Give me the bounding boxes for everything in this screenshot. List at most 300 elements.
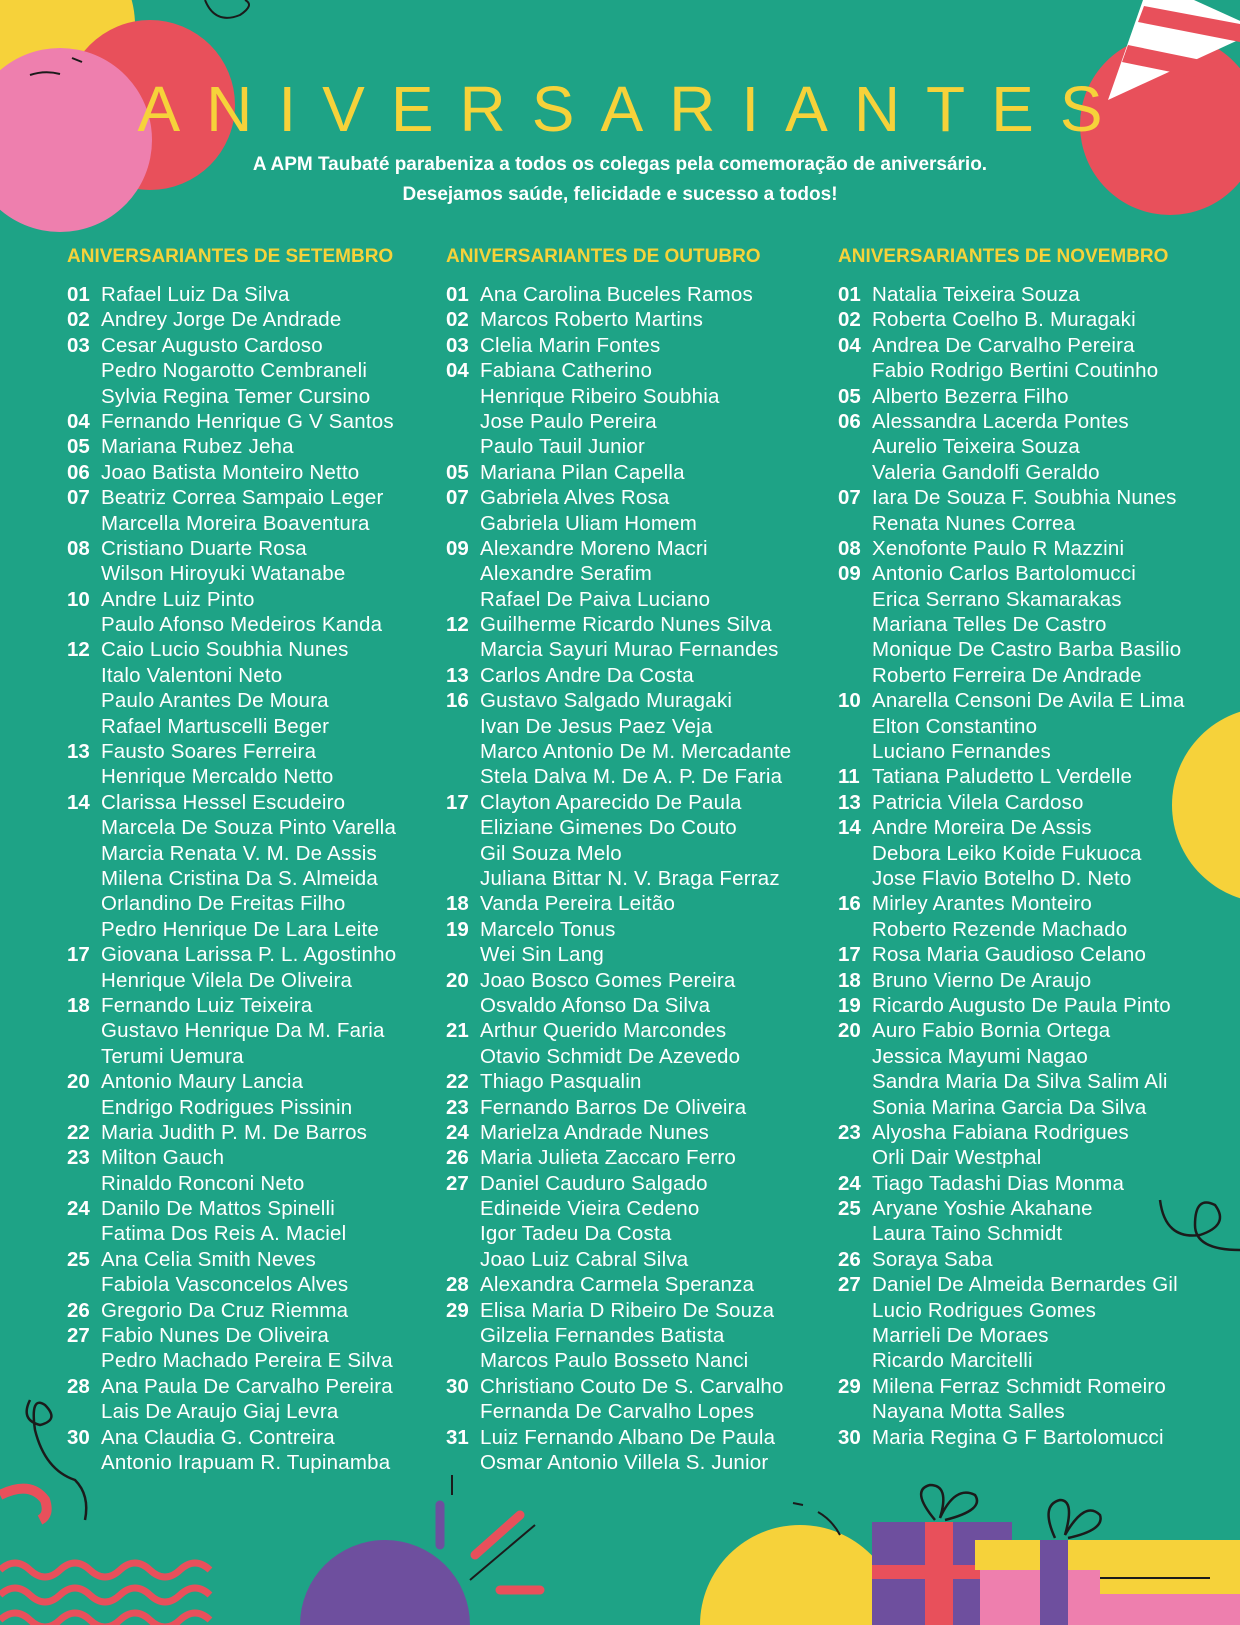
member-name: Xenofonte Paulo R Mazzini	[872, 536, 1125, 560]
list-item	[838, 663, 1185, 688]
member-name: Fatima Dos Reis A. Maciel	[101, 1222, 347, 1246]
member-name: Clayton Aparecido De Paula	[480, 790, 742, 814]
list-item	[67, 460, 396, 485]
list-item	[446, 942, 791, 967]
list-item	[446, 358, 791, 383]
member-name: Nayana Motta Salles	[872, 1400, 1065, 1424]
member-name: Renata Nunes Correa	[872, 511, 1076, 535]
day-number	[838, 1323, 872, 1348]
day-number: 16	[446, 689, 469, 713]
day-number	[838, 460, 872, 485]
day-number: 08	[67, 536, 90, 560]
list-item	[446, 688, 791, 713]
member-name: Marielza Andrade Nunes	[480, 1120, 709, 1144]
member-name: Ana Carolina Buceles Ramos	[480, 283, 753, 306]
gift-lid-yellow	[975, 1540, 1240, 1570]
list-item	[446, 1196, 791, 1221]
list-item	[67, 1323, 396, 1348]
day-number: 22	[446, 1070, 469, 1094]
day-number: 14	[67, 790, 90, 814]
member-name: Gustavo Salgado Muragaki	[480, 689, 733, 713]
list-item	[446, 460, 791, 485]
member-name: Erica Serrano Skamarakas	[872, 587, 1122, 611]
list-item	[838, 790, 1185, 815]
day-number: 23	[838, 1120, 861, 1144]
member-name: Marcos Roberto Martins	[480, 308, 704, 332]
list-item	[838, 511, 1185, 536]
member-name: Auro Fabio Bornia Ortega	[872, 1019, 1111, 1043]
member-name: Alessandra Lacerda Pontes	[872, 409, 1129, 433]
day-number	[67, 358, 101, 383]
member-name: Joao Luiz Cabral Silva	[480, 1247, 689, 1271]
member-name: Gabriela Alves Rosa	[480, 486, 670, 510]
member-name: Lais De Araujo Giaj Levra	[101, 1400, 339, 1424]
list-item	[838, 815, 1185, 840]
list-item	[67, 1298, 396, 1323]
day-number: 17	[838, 943, 861, 967]
list-item	[67, 485, 396, 510]
day-number: 26	[838, 1247, 861, 1271]
day-number: 10	[67, 587, 90, 611]
day-number	[67, 384, 101, 409]
list-item	[67, 1425, 396, 1450]
day-number	[67, 764, 101, 789]
list-item	[67, 612, 396, 637]
day-number	[446, 866, 480, 891]
member-name: Ana Celia Smith Neves	[101, 1247, 316, 1271]
day-number: 07	[446, 486, 469, 510]
member-name: Eliziane Gimenes Do Couto	[480, 816, 737, 840]
member-name: Fabio Rodrigo Bertini Coutinho	[872, 359, 1159, 383]
page-subtitle	[0, 150, 1240, 210]
day-number: 24	[446, 1120, 469, 1144]
day-number	[838, 1095, 872, 1120]
member-name: Arthur Querido Marcondes	[480, 1019, 727, 1043]
member-name: Luciano Fernandes	[872, 740, 1051, 764]
member-name: Guilherme Ricardo Nunes Silva	[480, 613, 772, 637]
list-item	[838, 1374, 1185, 1399]
birthday-list	[67, 282, 396, 1475]
member-name: Aurelio Teixeira Souza	[872, 435, 1080, 459]
list-item	[446, 1171, 791, 1196]
list-item	[838, 434, 1185, 459]
day-number	[67, 1272, 101, 1297]
day-number	[446, 1348, 480, 1373]
day-number: 14	[838, 816, 861, 840]
member-name: Wilson Hiroyuki Watanabe	[101, 562, 346, 586]
member-name: Joao Batista Monteiro Netto	[101, 460, 360, 484]
member-name: Jose Flavio Botelho D. Neto	[872, 866, 1132, 890]
day-number: 04	[838, 333, 861, 357]
member-name: Fernanda De Carvalho Lopes	[480, 1400, 755, 1424]
member-name: Anarella Censoni De Avila E Lima	[872, 689, 1185, 713]
member-name: Marcela De Souza Pinto Varella	[101, 816, 397, 840]
member-name: Bruno Vierno De Araujo	[872, 968, 1092, 992]
list-item	[838, 993, 1185, 1018]
list-item	[67, 282, 396, 307]
member-name: Clelia Marin Fontes	[480, 333, 661, 357]
day-number: 10	[838, 689, 861, 713]
day-number: 24	[838, 1171, 861, 1195]
member-name: Lucio Rodrigues Gomes	[872, 1298, 1097, 1322]
list-item	[67, 866, 396, 891]
day-number	[446, 384, 480, 409]
day-number: 24	[67, 1197, 90, 1221]
day-number: 21	[446, 1019, 469, 1043]
day-number	[67, 968, 101, 993]
list-item	[838, 536, 1185, 561]
list-item	[838, 1399, 1185, 1424]
day-number	[446, 511, 480, 536]
day-number: 04	[67, 409, 90, 433]
day-number	[67, 561, 101, 586]
member-name: Rinaldo Ronconi Neto	[101, 1171, 305, 1195]
list-item	[838, 1095, 1185, 1120]
member-name: Maria Regina G F Bartolomucci	[872, 1425, 1164, 1449]
day-number	[838, 1221, 872, 1246]
list-item	[838, 384, 1185, 409]
member-name: Ana Paula De Carvalho Pereira	[101, 1374, 393, 1398]
day-number: 25	[67, 1247, 90, 1271]
list-item	[838, 1348, 1185, 1373]
list-item	[446, 866, 791, 891]
member-name: Sonia Marina Garcia Da Silva	[872, 1095, 1147, 1119]
member-name: Marco Antonio De M. Mercadante	[480, 740, 792, 764]
list-item	[446, 333, 791, 358]
member-name: Antonio Irapuam R. Tupinamba	[101, 1450, 391, 1474]
list-item	[67, 1120, 396, 1145]
pink-streamer	[0, 1489, 47, 1520]
list-item	[67, 1374, 396, 1399]
list-item	[446, 1425, 791, 1450]
list-item	[446, 968, 791, 993]
day-number	[67, 917, 101, 942]
list-item	[67, 1221, 396, 1246]
day-number	[67, 1399, 101, 1424]
list-item	[446, 764, 791, 789]
list-item	[446, 384, 791, 409]
member-name: Gil Souza Melo	[480, 841, 622, 865]
member-name: Henrique Mercaldo Netto	[101, 765, 334, 789]
list-item	[446, 1399, 791, 1424]
member-name: Paulo Tauil Junior	[480, 435, 646, 459]
day-number	[67, 1348, 101, 1373]
list-item	[446, 663, 791, 688]
member-name: Iara De Souza F. Soubhia Nunes	[872, 486, 1177, 510]
list-item	[838, 841, 1185, 866]
member-name: Pedro Nogarotto Cembraneli	[101, 359, 368, 383]
member-name: Roberta Coelho B. Muragaki	[872, 308, 1136, 332]
day-number	[838, 1069, 872, 1094]
day-number: 13	[446, 663, 469, 687]
member-name: Alexandre Serafim	[480, 562, 653, 586]
day-number: 27	[446, 1171, 469, 1195]
member-name: Fernando Barros De Oliveira	[480, 1095, 747, 1119]
list-item	[446, 587, 791, 612]
day-number	[838, 841, 872, 866]
list-item	[446, 1323, 791, 1348]
member-name: Orlandino De Freitas Filho	[101, 892, 346, 916]
day-number: 06	[67, 460, 90, 484]
day-number	[67, 1095, 101, 1120]
day-number: 22	[67, 1120, 90, 1144]
list-item	[446, 637, 791, 662]
page-title: ANIVERSARIANTES	[137, 73, 1129, 145]
member-name: Orli Dair Westphal	[872, 1146, 1042, 1170]
member-name: Pedro Machado Pereira E Silva	[101, 1349, 393, 1373]
day-number	[446, 739, 480, 764]
column-heading: ANIVERSARIANTES DE SETEMBRO	[67, 246, 394, 267]
member-name: Fausto Soares Ferreira	[101, 740, 317, 764]
list-item	[446, 485, 791, 510]
list-item	[446, 841, 791, 866]
list-item	[67, 358, 396, 383]
yellow-balloon-bottom	[700, 1525, 900, 1625]
list-item	[446, 1247, 791, 1272]
day-number	[67, 663, 101, 688]
day-number: 27	[67, 1324, 90, 1348]
list-item	[446, 1120, 791, 1145]
column-setembro	[67, 246, 396, 1475]
member-name: Laura Taino Schmidt	[872, 1222, 1063, 1246]
member-name: Rosa Maria Gaudioso Celano	[872, 943, 1147, 967]
list-item	[67, 561, 396, 586]
member-name: Andrey Jorge De Andrade	[101, 308, 342, 332]
list-item	[67, 1399, 396, 1424]
day-number	[446, 1044, 480, 1069]
red-wave	[0, 1588, 210, 1602]
member-name: Henrique Vilela De Oliveira	[101, 968, 353, 992]
member-name: Gilzelia Fernandes Batista	[480, 1324, 725, 1348]
list-item	[67, 917, 396, 942]
day-number	[67, 815, 101, 840]
day-number: 31	[446, 1425, 469, 1449]
member-name: Roberto Rezende Machado	[872, 917, 1128, 941]
list-item	[446, 1221, 791, 1246]
list-item	[67, 841, 396, 866]
member-name: Antonio Carlos Bartolomucci	[872, 562, 1137, 586]
member-name: Wei Sin Lang	[480, 943, 604, 967]
member-name: Marcella Moreira Boaventura	[101, 511, 370, 535]
red-wave	[0, 1613, 210, 1625]
day-number	[446, 764, 480, 789]
member-name: Antonio Maury Lancia	[101, 1070, 304, 1094]
list-item	[67, 663, 396, 688]
day-number: 17	[446, 790, 469, 814]
member-name: Rafael Luiz Da Silva	[101, 283, 290, 306]
list-item	[838, 485, 1185, 510]
list-item	[838, 1425, 1185, 1450]
member-name: Sylvia Regina Temer Cursino	[101, 384, 371, 408]
day-number	[838, 739, 872, 764]
member-name: Italo Valentoni Neto	[101, 663, 283, 687]
member-name: Patricia Vilela Cardoso	[872, 790, 1084, 814]
balloon-string-swirl	[205, 0, 249, 18]
member-name: Milena Cristina Da S. Almeida	[101, 866, 378, 890]
day-number: 11	[838, 765, 860, 789]
member-name: Tatiana Paludetto L Verdelle	[872, 765, 1133, 789]
day-number: 28	[446, 1273, 469, 1297]
member-name: Christiano Couto De S. Carvalho	[480, 1374, 784, 1398]
day-number: 02	[446, 308, 469, 332]
day-number	[838, 612, 872, 637]
day-number: 19	[446, 917, 469, 941]
member-name: Igor Tadeu Da Costa	[480, 1222, 672, 1246]
list-item	[838, 1044, 1185, 1069]
list-item	[838, 1145, 1185, 1170]
list-item	[446, 1018, 791, 1043]
day-number: 28	[67, 1374, 90, 1398]
member-name: Otavio Schmidt De Azevedo	[480, 1044, 741, 1068]
member-name: Andre Luiz Pinto	[101, 587, 255, 611]
member-name: Gustavo Henrique Da M. Faria	[101, 1019, 385, 1043]
day-number	[446, 434, 480, 459]
member-name: Tiago Tadashi Dias Monma	[872, 1171, 1125, 1195]
list-item	[67, 942, 396, 967]
list-item	[446, 1450, 791, 1475]
list-item	[67, 790, 396, 815]
member-name: Gabriela Uliam Homem	[480, 511, 698, 535]
day-number	[838, 511, 872, 536]
subtitle-line-1: A APM Taubaté parabeniza a todos os colegas pela comemoração de aniversário.	[252, 154, 988, 175]
gift-bow	[921, 1485, 977, 1520]
list-item	[838, 612, 1185, 637]
list-item	[838, 968, 1185, 993]
list-item	[838, 891, 1185, 916]
list-item	[446, 993, 791, 1018]
column-heading: ANIVERSARIANTES DE OUTUBRO	[446, 246, 761, 267]
member-name: Alexandre Moreno Macri	[480, 536, 708, 560]
list-item	[446, 815, 791, 840]
member-name: Joao Bosco Gomes Pereira	[480, 968, 736, 992]
list-item	[446, 790, 791, 815]
list-item	[446, 1069, 791, 1094]
day-number: 20	[446, 968, 469, 992]
member-name: Jose Paulo Pereira	[480, 409, 657, 433]
day-number: 26	[446, 1146, 469, 1170]
list-item	[67, 1095, 396, 1120]
day-number	[67, 1450, 101, 1475]
day-number	[838, 1348, 872, 1373]
list-item	[446, 434, 791, 459]
list-item	[446, 739, 791, 764]
list-item	[446, 917, 791, 942]
list-item	[838, 1018, 1185, 1043]
day-number	[446, 409, 480, 434]
list-item	[838, 282, 1185, 307]
member-name: Thiago Pasqualin	[480, 1070, 642, 1094]
list-item	[67, 1196, 396, 1221]
member-name: Soraya Saba	[872, 1247, 993, 1271]
day-number	[838, 1044, 872, 1069]
member-name: Rafael Martuscelli Beger	[101, 714, 330, 738]
day-number	[446, 1247, 480, 1272]
day-number	[838, 587, 872, 612]
member-name: Cristiano Duarte Rosa	[101, 536, 307, 560]
list-item	[67, 815, 396, 840]
purple-balloon-bottom	[300, 1540, 470, 1625]
day-number: 25	[838, 1197, 861, 1221]
day-number: 18	[67, 993, 90, 1017]
day-number: 19	[838, 993, 861, 1017]
member-name: Giovana Larissa P. L. Agostinho	[101, 943, 397, 967]
member-name: Aryane Yoshie Akahane	[872, 1197, 1093, 1221]
list-item	[67, 1348, 396, 1373]
member-name: Andre Moreira De Assis	[872, 816, 1092, 840]
member-name: Gregorio Da Cruz Riemma	[101, 1298, 349, 1322]
list-item	[67, 968, 396, 993]
day-number	[67, 891, 101, 916]
list-item	[67, 1018, 396, 1043]
member-name: Mirley Arantes Monteiro	[872, 892, 1092, 916]
list-item	[67, 511, 396, 536]
list-item	[446, 1374, 791, 1399]
list-item	[838, 714, 1185, 739]
member-name: Carlos Andre Da Costa	[480, 663, 694, 687]
member-name: Daniel Cauduro Salgado	[480, 1171, 708, 1195]
member-name: Fabiana Catherino	[480, 359, 653, 383]
day-number	[67, 841, 101, 866]
member-name: Osmar Antonio Villela S. Junior	[480, 1450, 769, 1474]
day-number: 20	[67, 1070, 90, 1094]
list-item	[838, 1120, 1185, 1145]
member-name: Ana Claudia G. Contreira	[101, 1425, 335, 1449]
list-item	[838, 1323, 1185, 1348]
list-item	[446, 1145, 791, 1170]
ray	[475, 1515, 520, 1555]
list-item	[446, 409, 791, 434]
member-name: Marcos Paulo Bosseto Nanci	[480, 1349, 749, 1373]
list-item	[446, 1298, 791, 1323]
day-number	[67, 1171, 101, 1196]
day-number	[838, 866, 872, 891]
gift-bow	[1049, 1500, 1101, 1538]
member-name: Alyosha Fabiana Rodrigues	[872, 1120, 1129, 1144]
gift-ribbon	[1040, 1540, 1068, 1625]
member-name: Luiz Fernando Albano De Paula	[480, 1425, 776, 1449]
list-item	[67, 1069, 396, 1094]
list-item	[67, 434, 396, 459]
day-number	[446, 1399, 480, 1424]
member-name: Elton Constantino	[872, 714, 1038, 738]
day-number	[446, 1323, 480, 1348]
day-number	[838, 637, 872, 662]
member-name: Pedro Henrique De Lara Leite	[101, 917, 379, 941]
day-number	[67, 1018, 101, 1043]
list-item	[838, 1221, 1185, 1246]
member-name: Terumi Uemura	[101, 1044, 244, 1068]
day-number	[446, 561, 480, 586]
list-item	[838, 637, 1185, 662]
member-name: Stela Dalva M. De A. P. De Faria	[480, 765, 783, 789]
list-item	[838, 409, 1185, 434]
red-wave	[0, 1563, 210, 1577]
day-number: 05	[67, 435, 90, 459]
member-name: Henrique Ribeiro Soubhia	[480, 384, 720, 408]
list-item	[446, 511, 791, 536]
day-number	[67, 612, 101, 637]
list-item	[67, 333, 396, 358]
list-item	[838, 917, 1185, 942]
day-number: 06	[838, 409, 861, 433]
list-item	[838, 587, 1185, 612]
list-item	[838, 764, 1185, 789]
day-number: 12	[446, 613, 469, 637]
day-number	[446, 841, 480, 866]
list-item	[446, 1044, 791, 1069]
list-item	[67, 993, 396, 1018]
list-item	[67, 409, 396, 434]
